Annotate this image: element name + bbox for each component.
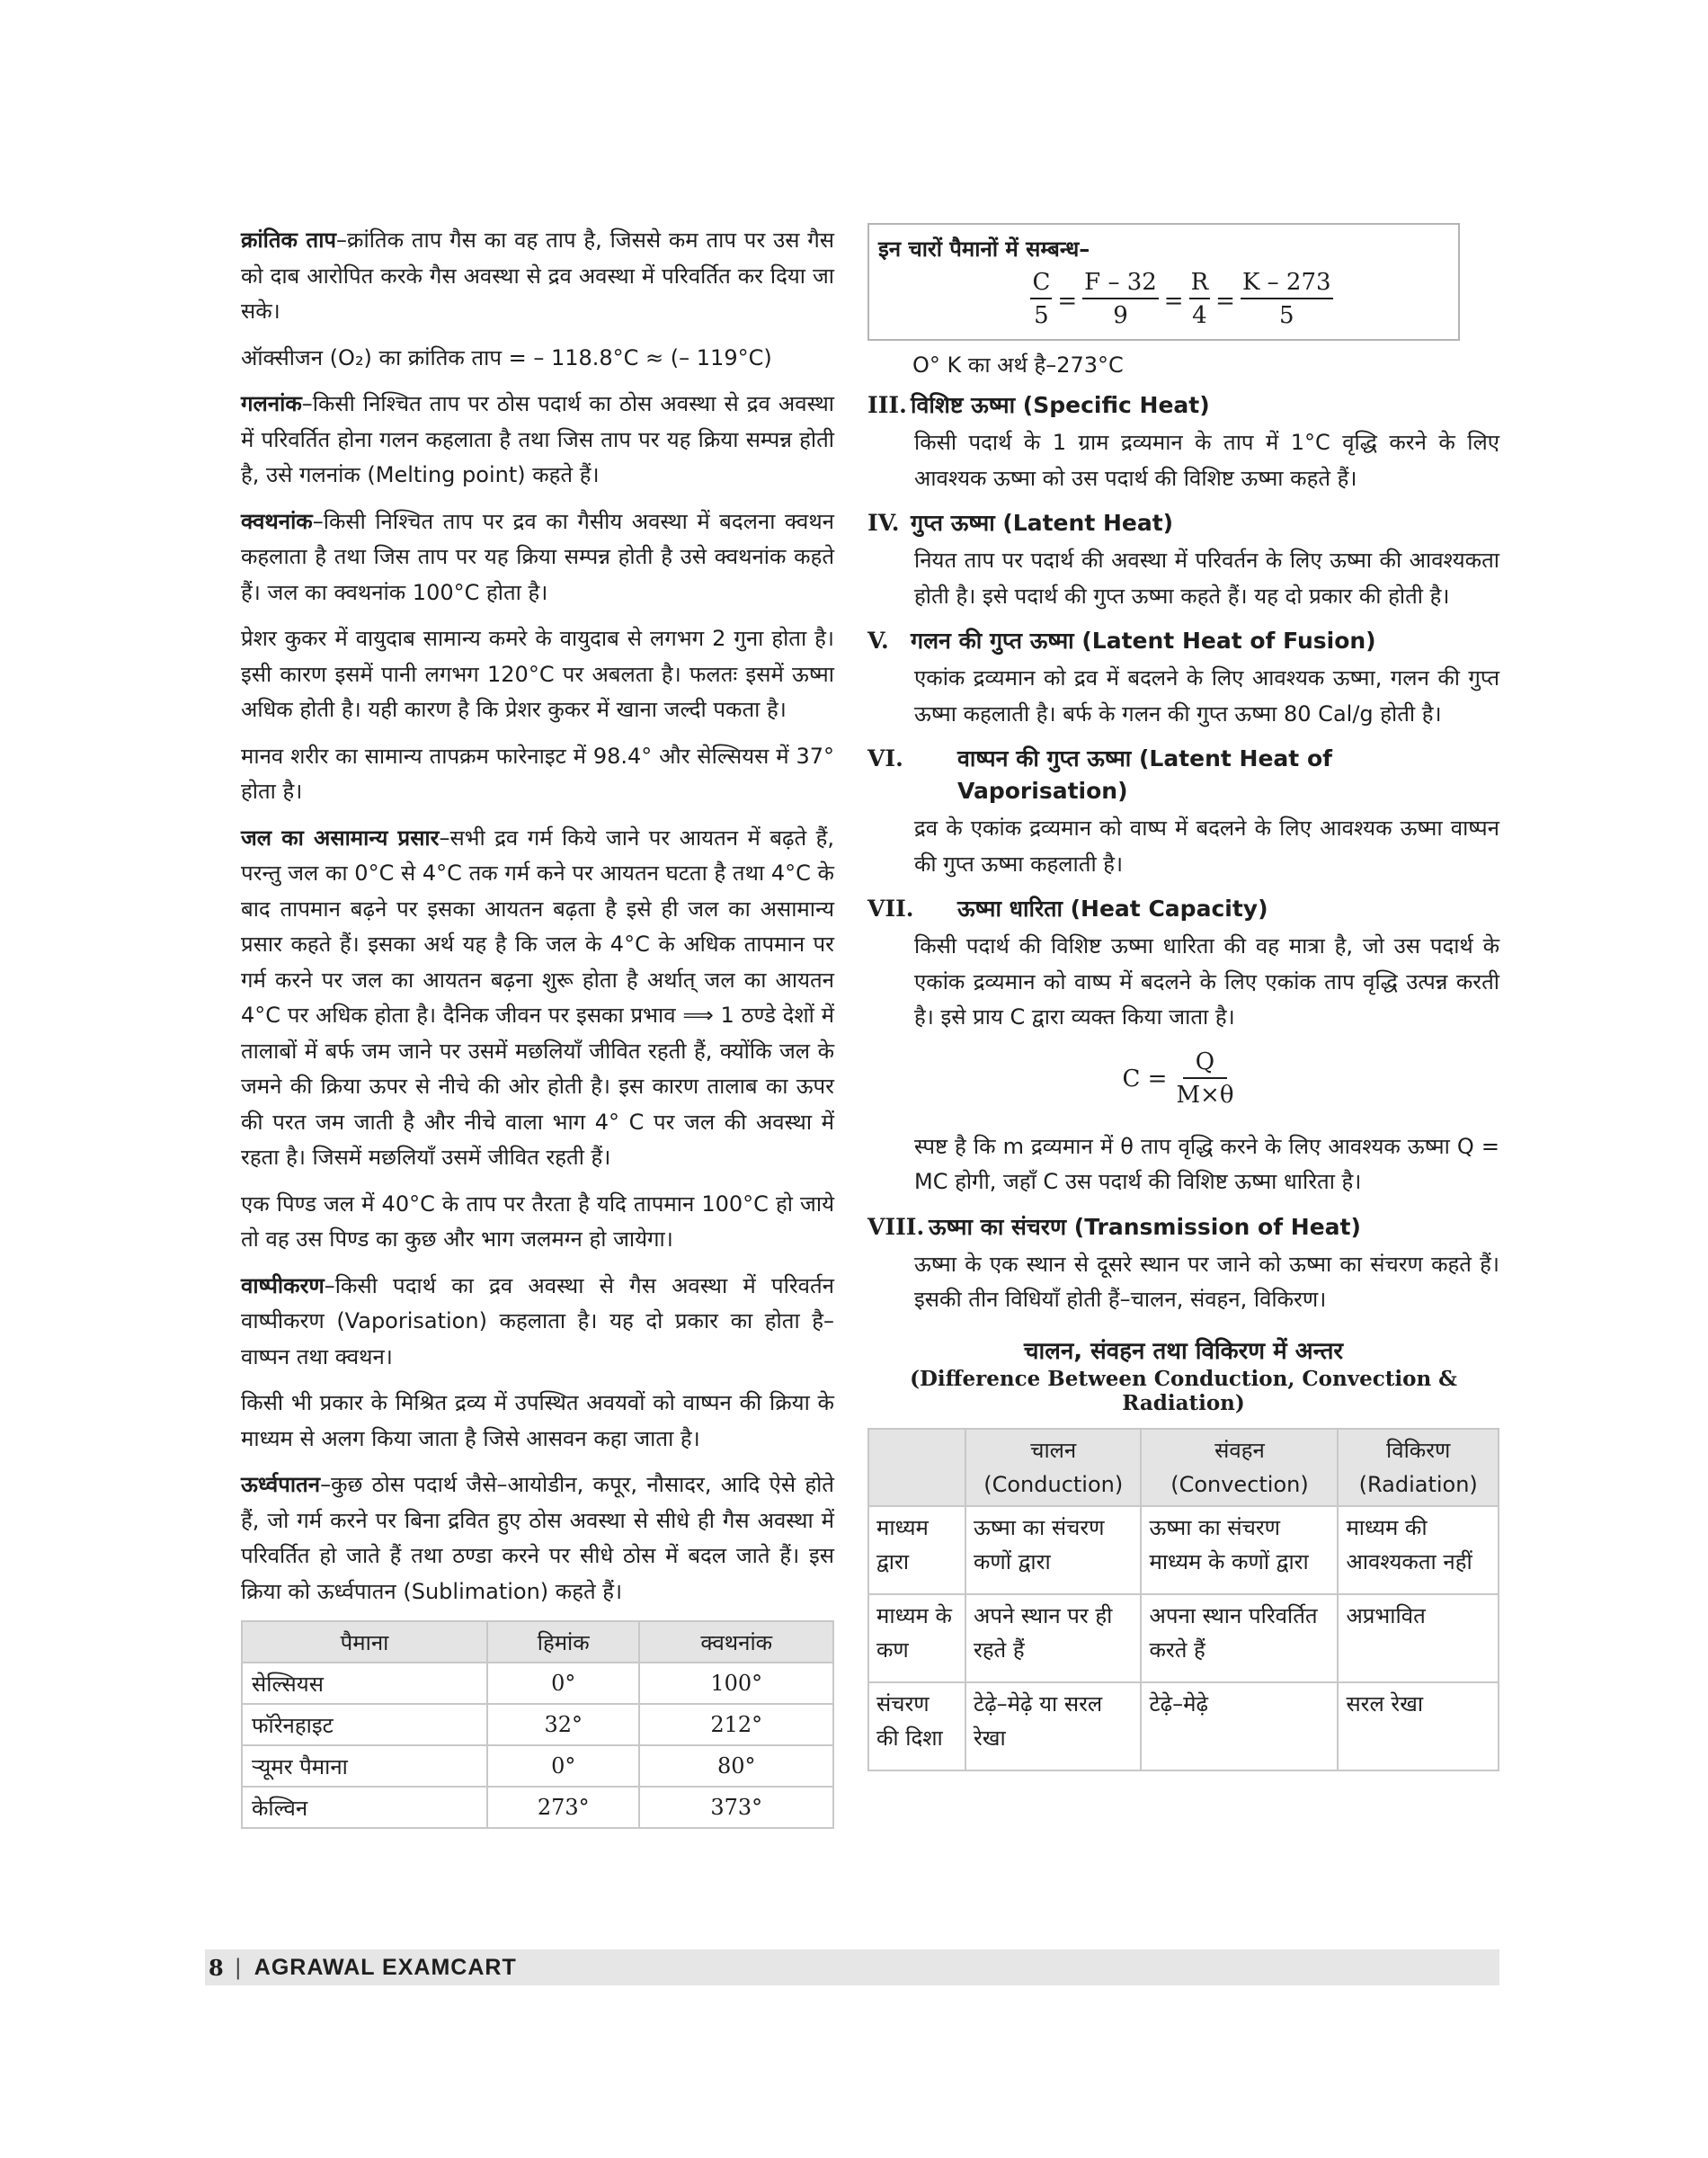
relation-title: इन चारों पैमानों में सम्बन्ध– [878, 236, 1090, 262]
anomalous-expansion-paragraph: जल का असामान्य प्रसार–सभी द्रव गर्म किये जाने पर आयतन में बढ़ते हैं, परन्तु जल का 0°C से 4°C तक गर्म कने पर आयतन घटता है तथा 4°C के बाद तापमान बढ़ने पर इसका आयतन बढ़ता है इसे ही जल का असामान्य प्रसार कहते हैं। इसका अर्थ यह है कि जल के 4°C के अधिक तापमान पर गर्म करने पर जल का आयतन बढ़ना शुरू होता है अर्थात् जल का आयतन 4°C पर अधिक होता है। दैनिक जीवन पर इसका प्रभाव ⟹ 1 ठण्डे देशों में तालाबों में बर्फ जम जाने पर उसमें मछलियाँ जीवित रहती हैं, क्योंकि जल के जमने की क्रिया ऊपर से नीचे की ओर होती है। इस कारण तालाब का ऊपर की परत जम जाती है और नीचे वाला भाग 4° C पर जल की अवस्था में रहता है। जिसमें मछलियाँ उसमें जीवित रहती हैं। [241, 825, 834, 1170]
equals-sign: = [1057, 288, 1078, 315]
term-vaporisation: वाष्पीकरण [241, 1272, 325, 1298]
right-column [867, 223, 1499, 1771]
vaporisation-paragraph: वाष्पीकरण–किसी पदार्थ का द्रव अवस्था से गैस अवस्था में परिवर्तन वाष्पीकरण (Vaporisation) कहलाता है। यह दो प्रकार का होता है–वाष्पन तथा क्वथन। [241, 1272, 834, 1369]
table-row [868, 1506, 1499, 1594]
freezing-value: 0° [487, 1663, 639, 1704]
pressure-cooker-paragraph: प्रेशर कुकर में वायुदाब सामान्य कमरे के वायुदाब से लगभग 2 गुना होता है। इसी कारण इसमें पानी लगभग 120°C पर अबलता है। फलतः इसमें ऊष्मा अधिक होती है। यही कारण है कि प्रेशर कुकर में खाना जल्दी पकता है। [241, 626, 834, 722]
comparison-subtitle: (Difference Between Conduction, Convection & Radiation) [910, 1366, 1457, 1415]
convection-cell: टेढ़े–मेढ़े [1141, 1682, 1338, 1770]
section-heading-heat-capacity: VII. ऊष्मा धारिता (Heat Capacity) [867, 896, 1268, 922]
term-anomalous-expansion: जल का असामान्य प्रसार [241, 825, 440, 851]
conduction-cell: टेढ़े–मेढ़े या सरल रेखा [965, 1682, 1141, 1770]
section-body-specific-heat: किसी पदार्थ के 1 ग्राम द्रव्यमान के ताप में 1°C वृद्धि करने के लिए आवश्यक ऊष्मा को उस पदार्थ की विशिष्ट ऊष्मा कहते हैं। [914, 430, 1499, 491]
row-label: माध्यम के कण [868, 1594, 965, 1682]
table-header-row [242, 1621, 833, 1663]
term-sublimation: ऊर्ध्वपातन [241, 1472, 321, 1497]
section-heading-transmission: VIII. ऊष्मा का संचरण (Transmission of Heat) [867, 1213, 1361, 1240]
scale-name: केल्विन [242, 1787, 487, 1828]
brand-logo-text: AGRAWAL EXAMCART [254, 1954, 517, 1980]
section-heading-latent-heat-vaporisation: VI. वाष्पन की गुप्त ऊष्मा (Latent Heat of Vaporisation) [867, 745, 1333, 804]
header-boiling-point: क्वथनांक [639, 1621, 833, 1663]
distillation-paragraph: किसी भी प्रकार के मिश्रित द्रव्य में उपस्थित अवयवों को वाष्पन की क्रिया के माध्यम से अलग किया जाता है जिसे आसवन कहा जाता है। [241, 1390, 834, 1451]
convection-cell: अपना स्थान परिवर्तित करते हैं [1141, 1594, 1338, 1682]
boiling-value: 100° [639, 1663, 833, 1704]
radiation-cell: सरल रेखा [1338, 1682, 1499, 1770]
sublimation-paragraph: ऊर्ध्वपातन–कुछ ठोस पदार्थ जैसे–आयोडीन, कपूर, नौसादर, आदि ऐसे होते हैं, जो गर्म करने पर बिना द्रवित हुए ठोस अवस्था से सीधे ही गैस अवस्था में परिवर्तित हो जाते हैं तथा ठण्डा करने पर सीधे ठोस में बदल जाते हैं। इस क्रिया को ऊर्ध्वपातन (Sublimation) कहते हैं। [241, 1472, 834, 1604]
scale-name: र्‍यूमर पैमाना [242, 1745, 487, 1787]
boiling-value: 373° [639, 1787, 833, 1828]
term-boiling-point: क्वथनांक [241, 508, 313, 534]
header-empty [868, 1429, 965, 1506]
comparison-title: चालन, संवहन तथा विकिरण में अन्तर [1023, 1337, 1344, 1365]
temperature-scale-table [241, 1620, 834, 1829]
table-row [242, 1704, 833, 1745]
conduction-cell: ऊष्मा का संचरण कणों द्वारा [965, 1506, 1141, 1594]
table-row [242, 1663, 833, 1704]
convection-cell: ऊष्मा का संचरण माध्यम के कणों द्वारा [1141, 1506, 1338, 1594]
header-radiation: विकिरण (Radiation) [1338, 1429, 1499, 1506]
scale-name: फॉरेनहाइट [242, 1704, 487, 1745]
heat-capacity-formula: C = $\frac{Q}{M\times\theta}$ [1122, 1048, 1234, 1109]
page-footer [205, 1949, 1499, 1985]
fraction-celsius: $\frac{C}{5}$ [1032, 269, 1051, 329]
section-body-latent-heat: नियत ताप पर पदार्थ की अवस्था में परिवर्तन के लिए ऊष्मा की आवश्यकता होती है। इसे पदार्थ की गुप्त ऊष्मा कहते हैं। यह दो प्रकार की होती है। [914, 548, 1499, 609]
row-label: माध्यम द्वारा [868, 1506, 965, 1594]
kelvin-note: O° K का अर्थ है–273°C [912, 352, 1124, 378]
section-heading-latent-heat: IV. गुप्त ऊष्मा (Latent Heat) [867, 510, 1174, 536]
header-convection: संवहन (Convection) [1141, 1429, 1338, 1506]
freezing-value: 0° [487, 1745, 639, 1787]
table-row [242, 1787, 833, 1828]
table-row [868, 1682, 1499, 1770]
equals-sign: = [1163, 288, 1184, 315]
header-conduction: चालन (Conduction) [965, 1429, 1141, 1506]
section-body-latent-heat-fusion: एकांक द्रव्यमान को द्रव में बदलने के लिए आवश्यक ऊष्मा, गलन की गुप्त ऊष्मा कहलाती है। बर्फ के गलन की गुप्त ऊष्मा 80 Cal/g होती है। [914, 665, 1499, 727]
boiling-point-paragraph: क्वथनांक–किसी निश्चित ताप पर द्रव का गैसीय अवस्था में बदलना क्वथन कहलाता है तथा जिस ताप पर यह क्रिया सम्पन्न होती है उसे क्वथनांक कहते हैं। जल का क्वथनांक 100°C होता है। [241, 508, 834, 605]
footer-separator: | [234, 1955, 242, 1980]
page-number: 8 [209, 1954, 224, 1981]
header-scale: पैमाना [242, 1621, 487, 1663]
table-header-row [868, 1429, 1499, 1506]
scale-relation-formula [878, 267, 1440, 332]
boiling-value: 80° [639, 1745, 833, 1787]
fraction-kelvin: $\frac{K - 273}{5}$ [1241, 269, 1331, 329]
comparison-table [867, 1428, 1499, 1771]
section-body-latent-heat-vaporisation: द्रव के एकांक द्रव्यमान को वाष्प में बदलने के लिए आवश्यक ऊष्मा वाष्पन की गुप्त ऊष्मा कहलाती है। [914, 816, 1499, 877]
body-temperature-paragraph: मानव शरीर का सामान्य तापक्रम फारेनाइट में 98.4° और सेल्सियस में 37° होता है। [241, 743, 834, 804]
floating-body-paragraph: एक पिण्ड जल में 40°C के ताप पर तैरता है यदि तापमान 100°C हो जाये तो वह उस पिण्ड का कुछ और भाग जलमग्न हो जायेगा। [241, 1190, 834, 1252]
scale-relation-box [867, 223, 1460, 341]
freezing-value: 273° [487, 1787, 639, 1828]
table-row [868, 1594, 1499, 1682]
critical-temperature-paragraph: क्रांतिक ताप–क्रांतिक ताप गैस का वह ताप है, जिससे कम ताप पर उस गैस को दाब आरोपित करके गैस अवस्था से द्रव अवस्था में परिवर्तित कर दिया जा सके। [241, 227, 834, 324]
section-body-transmission: ऊष्मा के एक स्थान से दूसरे स्थान पर जाने को ऊष्मा का संचरण कहते हैं। इसकी तीन विधियाँ होती हैं–चालन, संवहन, विकिरण। [914, 1251, 1499, 1312]
fraction-fahrenheit: $\frac{F - 32}{9}$ [1084, 269, 1157, 329]
table-row [242, 1745, 833, 1787]
conduction-cell: अपने स्थान पर ही रहते हैं [965, 1594, 1141, 1682]
section-heading-specific-heat: III. विशिष्ट ऊष्मा (Specific Heat) [867, 392, 1210, 418]
term-critical-temperature: क्रांतिक ताप [241, 227, 337, 253]
header-freezing-point: हिमांक [487, 1621, 639, 1663]
term-melting-point: गलनांक [241, 391, 302, 416]
left-column [241, 223, 834, 1829]
section-body-heat-capacity: किसी पदार्थ की विशिष्ट ऊष्मा धारिता की वह मात्रा है, जो उस पदार्थ के एकांक द्रव्यमान को वाष्प में बदलने के लिए एकांक ताप वृद्धि उत्पन्न करती है। इसे प्राय C द्वारा व्यक्त किया जाता है। C = $\frac{Q}{M\times\theta}$ स्पष्ट है कि m द्रव्यमान में θ ताप वृद्धि करने के लिए आवश्यक ऊष्मा Q = MC होगी, जहाँ C उस पदार्थ की विशिष्ट ऊष्मा धारिता है। [914, 929, 1499, 1200]
scale-name: सेल्सियस [242, 1663, 487, 1704]
section-heading-latent-heat-fusion: V. गलन की गुप्त ऊष्मा (Latent Heat of Fusion) [867, 628, 1376, 654]
boiling-value: 212° [639, 1704, 833, 1745]
freezing-value: 32° [487, 1704, 639, 1745]
radiation-cell: अप्रभावित [1338, 1594, 1499, 1682]
row-label: संचरण की दिशा [868, 1682, 965, 1770]
melting-point-paragraph: गलनांक–किसी निश्चित ताप पर ठोस पदार्थ का ठोस अवस्था से द्रव अवस्था में परिवर्तित होना गलन कहलाता है तथा जिस ताप पर यह क्रिया सम्पन्न होती है, उसे गलनांक (Melting point) कहते हैं। [241, 391, 834, 487]
radiation-cell: माध्यम की आवश्यकता नहीं [1338, 1506, 1499, 1594]
fraction-reaumur: $\frac{R}{4}$ [1190, 269, 1209, 329]
equals-sign: = [1215, 288, 1235, 315]
oxygen-critical-temperature: ऑक्सीजन (O₂) का क्रांतिक ताप = – 118.8°C ≈ (– 119°C) [241, 344, 772, 370]
